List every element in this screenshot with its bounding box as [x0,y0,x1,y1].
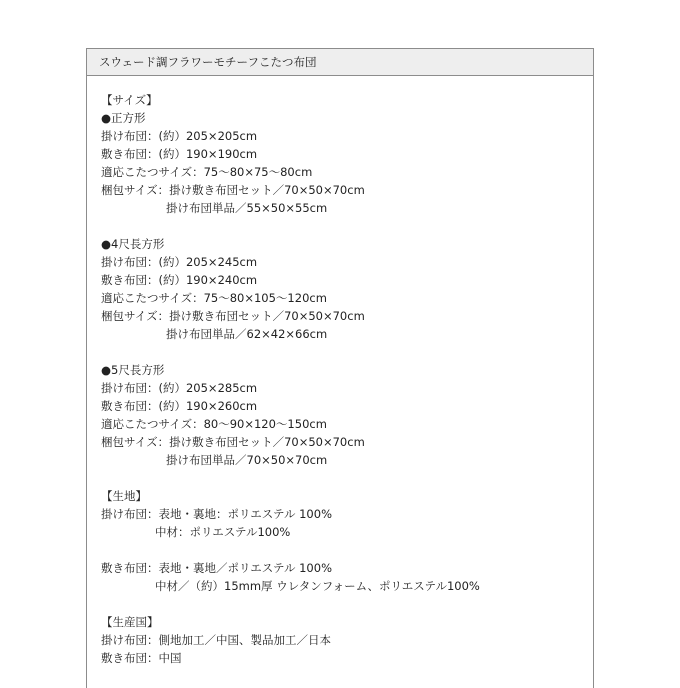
fabric-kake-filling: 中材：ポリエステル100% [155,525,291,539]
origin-shiki: 敷き布団：中国 [101,651,182,665]
rect4-pack: 梱包サイズ：掛け敷き布団セット／70×50×70cm [101,309,365,323]
fabric-kake-surface: 掛け布団：表地・裏地：ポリエステル 100% [101,507,332,521]
rect4-label: ●4尺長方形 [101,237,165,251]
rect5-pack-single: 掛け布団単品／70×50×70cm [166,453,328,467]
rect4-pack-single: 掛け布団単品／62×42×66cm [166,327,328,341]
rect5-kake: 掛け布団：(約）205×285cm [101,381,258,395]
rect4-kake: 掛け布団：(約）205×245cm [101,255,258,269]
spacer [101,343,593,361]
size-heading: 【サイズ】 [101,93,158,107]
spacer [101,217,593,235]
square-pack: 梱包サイズ：掛け敷き布団セット／70×50×70cm [101,183,365,197]
rect5-label: ●5尺長方形 [101,363,165,377]
rect5-pack: 梱包サイズ：掛け敷き布団セット／70×50×70cm [101,435,365,449]
spacer [101,541,593,559]
rect5-shiki: 敷き布団：(約）190×260cm [101,399,258,413]
fabric-shiki-filling: 中材／（約）15mm厚 ウレタンフォーム、ポリエステル100% [155,579,480,593]
spacer [101,469,593,487]
rect5-kotatsu: 適応こたつサイズ：80～90×120～150cm [101,417,327,431]
origin-kake: 掛け布団：側地加工／中国、製品加工／日本 [101,633,331,647]
rect4-shiki: 敷き布団：(約）190×240cm [101,273,258,287]
spec-panel [86,48,594,688]
square-label: ●正方形 [101,111,146,125]
spacer [101,595,593,613]
panel-title: スウェード調フラワーモチーフこたつ布団 [87,49,593,76]
spec-content [87,76,593,667]
rect4-kotatsu: 適応こたつサイズ：75～80×105～120cm [101,291,327,305]
square-kotatsu: 適応こたつサイズ：75～80×75～80cm [101,165,313,179]
fabric-shiki-surface: 敷き布団：表地・裏地／ポリエステル 100% [101,561,332,575]
square-kake: 掛け布団：(約）205×205cm [101,129,258,143]
square-pack-single: 掛け布団単品／55×50×55cm [166,201,328,215]
fabric-heading: 【生地】 [101,489,147,503]
origin-heading: 【生産国】 [101,615,159,629]
square-shiki: 敷き布団：(約）190×190cm [101,147,258,161]
